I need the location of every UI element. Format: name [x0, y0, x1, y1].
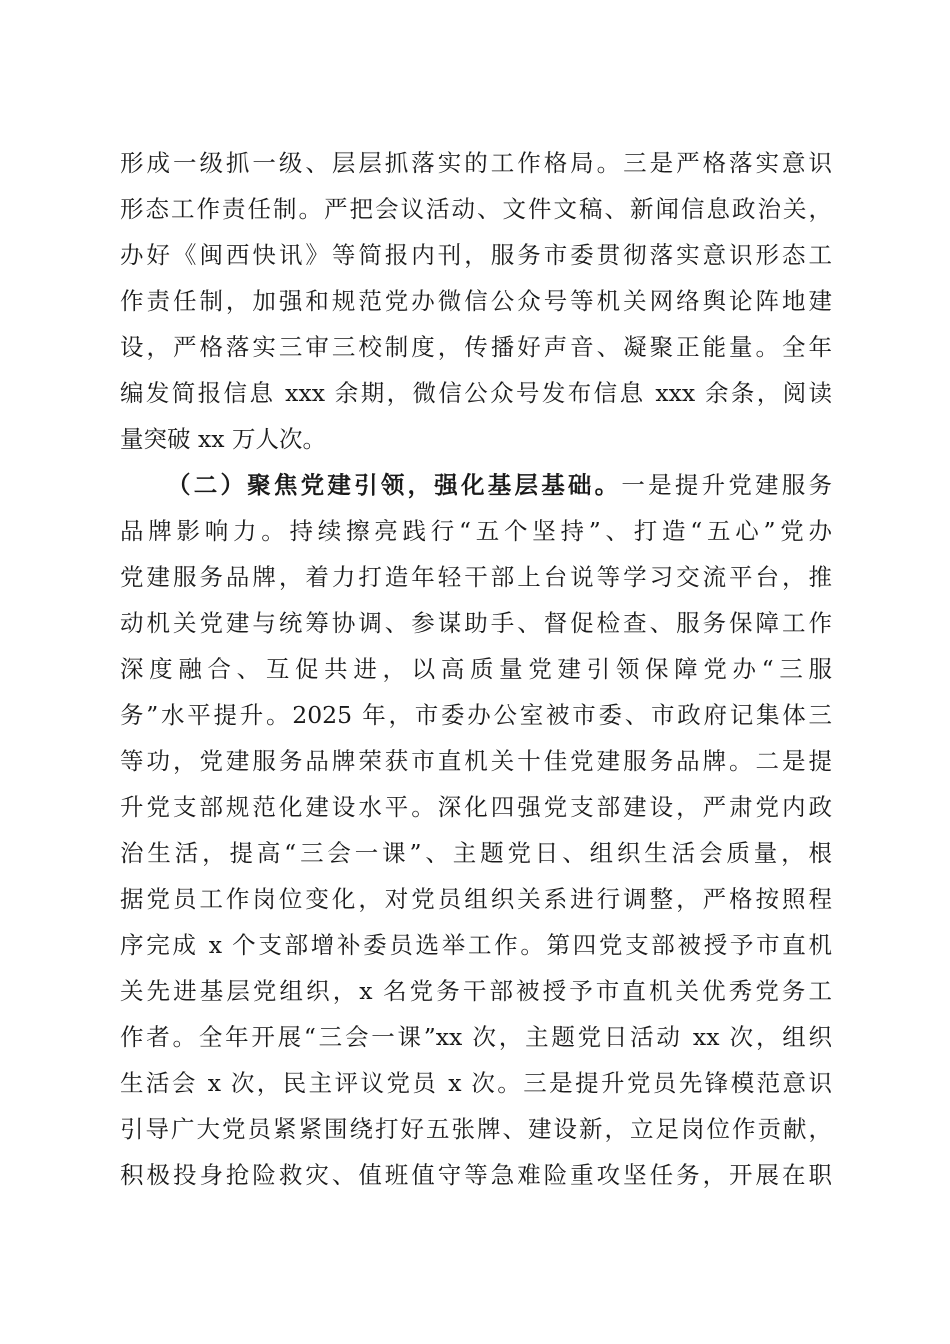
body-text — [120, 140, 832, 1198]
text-line: 形态工作责任制。严把会议活动、文件文稿、新闻信息政治关， — [120, 195, 832, 223]
text-line: 关先进基层党组织，x 名党务干部被授予市直机关优秀党务工 — [120, 977, 832, 1005]
text-line: 等功，党建服务品牌荣获市直机关十佳党建服务品牌。二是提 — [120, 747, 832, 775]
text-line: 引导广大党员紧紧围绕打好五张牌、建设新，立足岗位作贡献， — [120, 1115, 832, 1143]
text-line: 序完成 x 个支部增补委员选举工作。第四党支部被授予市直机 — [120, 931, 832, 959]
text-line: 务”水平提升。2025 年，市委办公室被市委、市政府记集体三 — [120, 701, 832, 729]
text-line: 动机关党建与统筹协调、参谋助手、督促检查、服务保障工作 — [120, 609, 832, 637]
section-first-line-text: 一是提升党建服务 — [621, 471, 833, 499]
section-heading: （二）聚焦党建引领，强化基层基础。 — [167, 471, 622, 499]
text-line: 积极投身抢险救灾、值班值守等急难险重攻坚任务，开展在职 — [120, 1161, 832, 1189]
text-line: 设，严格落实三审三校制度，传播好声音、凝聚正能量。全年 — [120, 333, 832, 361]
text-line: 据党员工作岗位变化，对党员组织关系进行调整，严格按照程 — [120, 885, 832, 913]
text-line: 形成一级抓一级、层层抓落实的工作格局。三是严格落实意识 — [120, 149, 832, 177]
text-line: 党建服务品牌，着力打造年轻干部上台说等学习交流平台，推 — [120, 563, 832, 591]
text-line: 治生活，提高“三会一课”、主题党日、组织生活会质量，根 — [120, 839, 832, 867]
text-line: 生活会 x 次，民主评议党员 x 次。三是提升党员先锋模范意识 — [120, 1069, 832, 1097]
text-line: 作责任制，加强和规范党办微信公众号等机关网络舆论阵地建 — [120, 287, 832, 315]
section-first-line — [120, 462, 832, 508]
text-line: 升党支部规范化建设水平。深化四强党支部建设，严肃党内政 — [120, 793, 832, 821]
text-line: 编发简报信息 xxx 余期，微信公众号发布信息 xxx 余条，阅读 — [120, 379, 832, 407]
text-line: 深度融合、互促共进，以高质量党建引领保障党办“三服 — [120, 655, 832, 683]
text-line: 量突破 xx 万人次。 — [120, 425, 326, 453]
text-line: 办好《闽西快讯》等简报内刊，服务市委贯彻落实意识形态工 — [120, 241, 832, 269]
text-line: 品牌影响力。持续擦亮践行“五个坚持”、打造“五心”党办 — [120, 517, 832, 545]
text-line: 作者。全年开展“三会一课”xx 次，主题党日活动 xx 次，组织 — [120, 1023, 832, 1051]
